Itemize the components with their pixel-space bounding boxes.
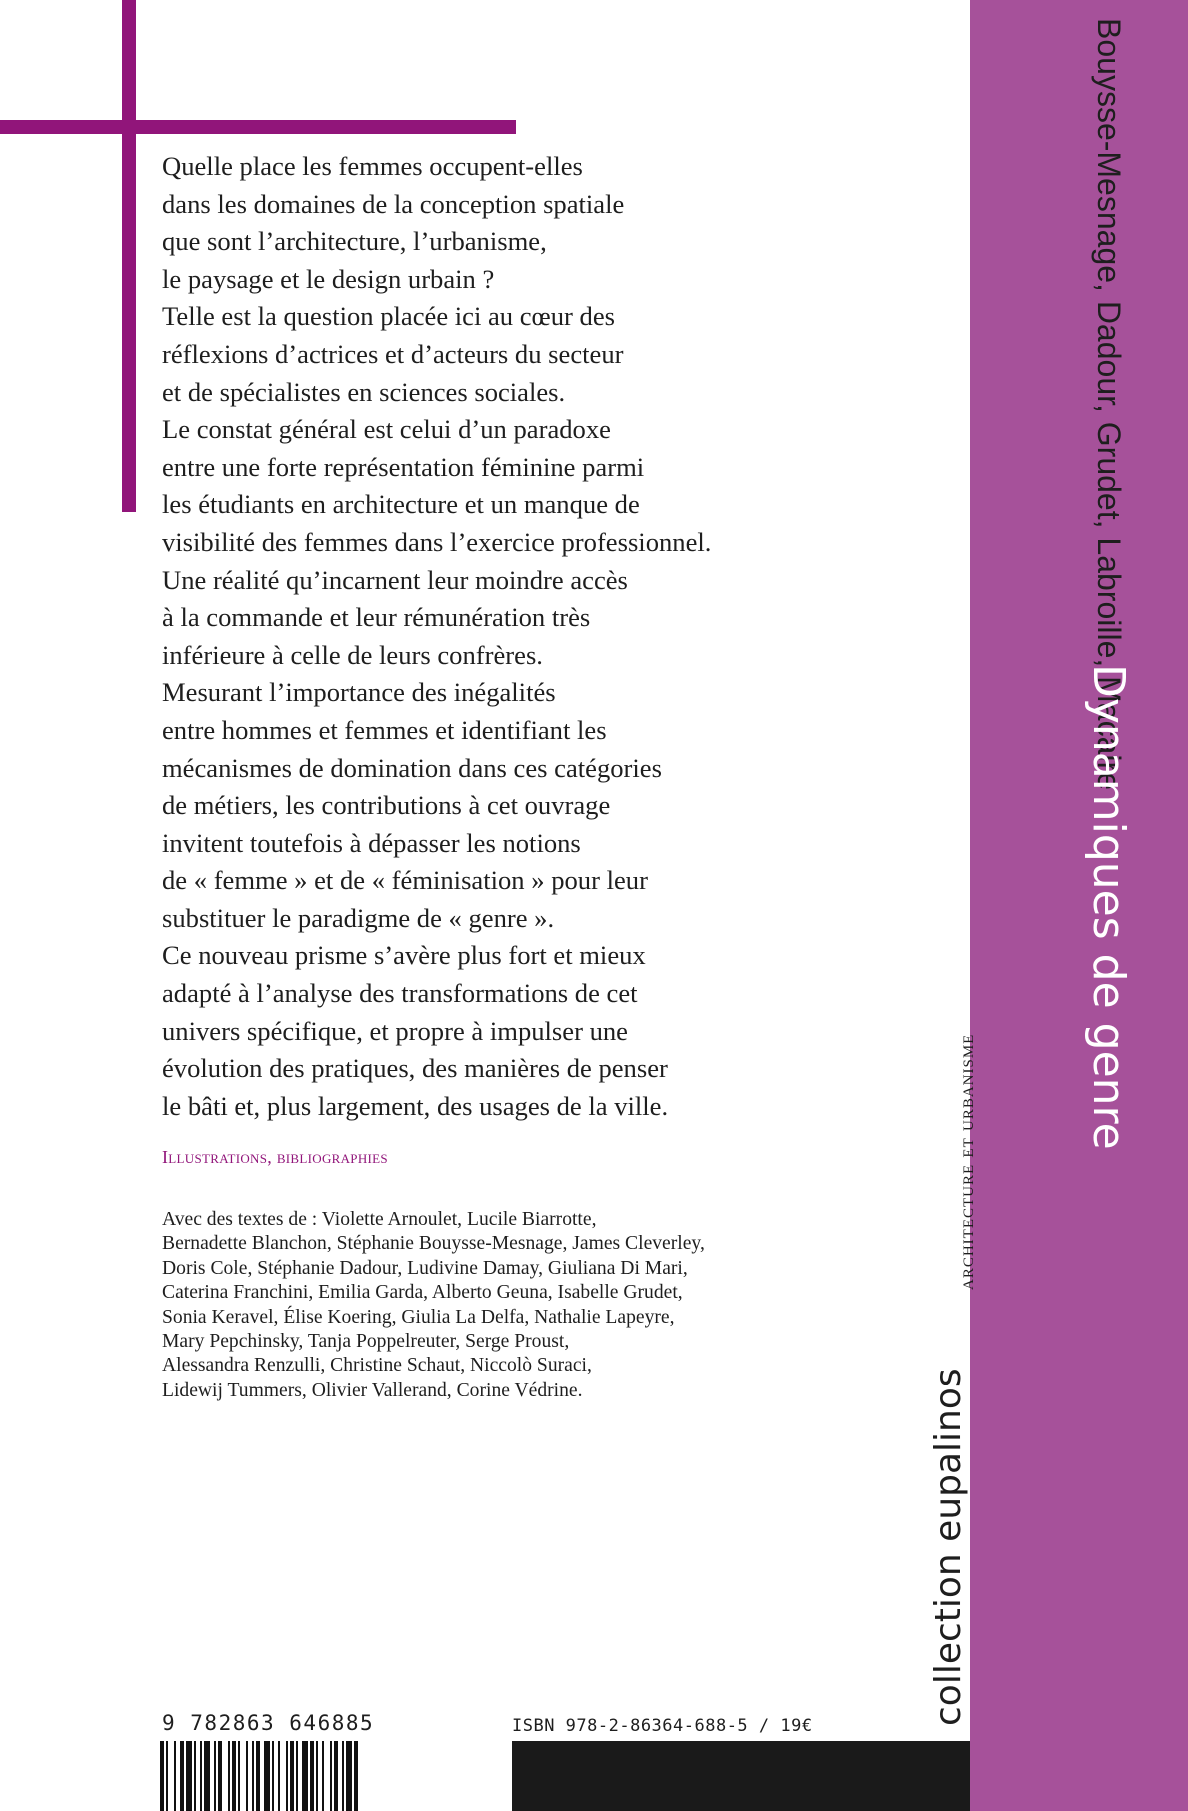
barcode-bar — [204, 1741, 210, 1811]
barcode-graphic — [160, 1741, 422, 1811]
contributor-line: Caterina Franchini, Emilia Garda, Alberto Geuna, Isabelle Grudet, — [162, 1282, 683, 1304]
barcode-bar — [214, 1741, 216, 1811]
blurb-line: dans les domaines de la conception spatiale — [162, 188, 625, 219]
barcode-bar — [174, 1741, 176, 1811]
barcode-bar — [354, 1741, 358, 1811]
barcode-bar — [290, 1741, 294, 1811]
barcode-bar — [232, 1741, 236, 1811]
accent-cross-vertical-bar — [122, 0, 136, 512]
blurb-line: évolution des pratiques, des manières de penser — [162, 1053, 668, 1084]
blurb-line: Ce nouveau prisme s’avère plus fort et mieux — [162, 940, 646, 971]
purple-spine-band — [970, 0, 1188, 1811]
blurb-line: univers spécifique, et propre à impulser une — [162, 1015, 628, 1046]
blurb-line: adapté à l’analyse des transformations de cet — [162, 978, 638, 1009]
barcode-bar — [286, 1741, 288, 1811]
barcode-bar — [218, 1741, 222, 1811]
blurb-line: Une réalité qu’incarnent leur moindre accès — [162, 564, 628, 595]
illustrations-note: Illustrations, bibliographies — [162, 1147, 388, 1167]
barcode-bar — [272, 1741, 274, 1811]
accent-cross-horizontal-bar — [0, 120, 516, 134]
contributor-line: Avec des textes de : Violette Arnoulet, Lucile Biarrotte, — [162, 1209, 597, 1230]
spine-title: Dynamiques de genre — [1083, 664, 1134, 1150]
barcode-bar — [310, 1741, 314, 1811]
barcode-bar — [180, 1741, 184, 1811]
blurb-line: Quelle place les femmes occupent-elles — [162, 151, 583, 181]
blurb-line: et de spécialistes en sciences sociales. — [162, 376, 566, 407]
barcode-bar — [264, 1741, 270, 1811]
series-name: architecture et urbanisme — [954, 1033, 978, 1290]
blurb-line: entre une forte représentation féminine parmi — [162, 451, 645, 482]
blurb-line: Mesurant l’importance des inégalités — [162, 677, 556, 708]
barcode-bar — [246, 1741, 248, 1811]
barcode-bar — [330, 1741, 332, 1811]
collection-name: collection eupalinos — [928, 1368, 969, 1726]
barcode-bar — [316, 1741, 318, 1811]
barcode-bar — [200, 1741, 202, 1811]
barcode-bar — [278, 1741, 280, 1811]
blurb-line: le paysage et le design urbain ? — [162, 263, 495, 294]
contributor-line: Mary Pepchinsky, Tanja Poppelreuter, Serge Proust, — [162, 1330, 570, 1352]
back-cover-blurb — [162, 148, 802, 1125]
blurb-line: de métiers, les contributions à cet ouvrage — [162, 790, 611, 821]
barcode-bar — [256, 1741, 260, 1811]
barcode-bar — [334, 1741, 338, 1811]
barcode-bar — [238, 1741, 240, 1811]
barcode-bar — [166, 1741, 168, 1811]
blurb-line: Telle est la question placée ici au cœur des — [162, 301, 616, 332]
contributor-line: Bernadette Blanchon, Stéphanie Bouysse-Mesnage, James Cleverley, — [162, 1233, 705, 1255]
contributors-list — [162, 1208, 782, 1403]
barcode-bar — [322, 1741, 324, 1811]
blurb-line: invitent toutefois à dépasser les notions — [162, 827, 581, 858]
isbn-price: ISBN 978-2-86364-688-5 / 19€ — [512, 1716, 813, 1736]
blurb-line: les étudiants en architecture et un manque de — [162, 489, 640, 520]
barcode-bar — [194, 1741, 196, 1811]
contributor-line: Lidewij Tummers, Olivier Vallerand, Corine Védrine. — [162, 1379, 583, 1401]
black-footer-block — [512, 1741, 970, 1811]
barcode-bar — [302, 1741, 308, 1811]
blurb-line: mécanismes de domination dans ces catégories — [162, 752, 662, 783]
contributor-line: Alessandra Renzulli, Christine Schaut, Niccolò Suraci, — [162, 1355, 592, 1377]
spine-authors: Bouysse-Mesnage, Dadour, Grudet, Labroille, Macaire — [1091, 18, 1127, 790]
blurb-line: inférieure à celle de leurs confrères. — [162, 639, 543, 670]
contributor-line: Sonia Keravel, Élise Koering, Giulia La Delfa, Nathalie Lapeyre, — [162, 1306, 675, 1328]
blurb-line: à la commande et leur rémunération très — [162, 602, 591, 633]
barcode-bar — [228, 1741, 230, 1811]
contributor-line: Doris Cole, Stéphanie Dadour, Ludivine Damay, Giuliana Di Mari, — [162, 1257, 688, 1279]
blurb-line: entre hommes et femmes et identifiant les — [162, 714, 607, 745]
blurb-line: Le constat général est celui d’un paradoxe — [162, 414, 611, 445]
blurb-line: substituer le paradigme de « genre ». — [162, 902, 555, 933]
barcode-digits: 9 782863 646885 — [162, 1711, 375, 1735]
barcode-bar — [346, 1741, 352, 1811]
barcode-bar — [186, 1741, 192, 1811]
blurb-line: que sont l’architecture, l’urbanisme, — [162, 226, 547, 257]
blurb-line: de « femme » et de « féminisation » pour leur — [162, 865, 648, 896]
blurb-line: le bâti et, plus largement, des usages de la ville. — [162, 1090, 669, 1121]
barcode-bar — [342, 1741, 344, 1811]
blurb-line: réflexions d’actrices et d’acteurs du secteur — [162, 338, 624, 369]
barcode-bar — [296, 1741, 298, 1811]
barcode-bar — [252, 1741, 254, 1811]
blurb-line: visibilité des femmes dans l’exercice professionnel. — [162, 526, 712, 557]
barcode-bar — [160, 1741, 164, 1811]
